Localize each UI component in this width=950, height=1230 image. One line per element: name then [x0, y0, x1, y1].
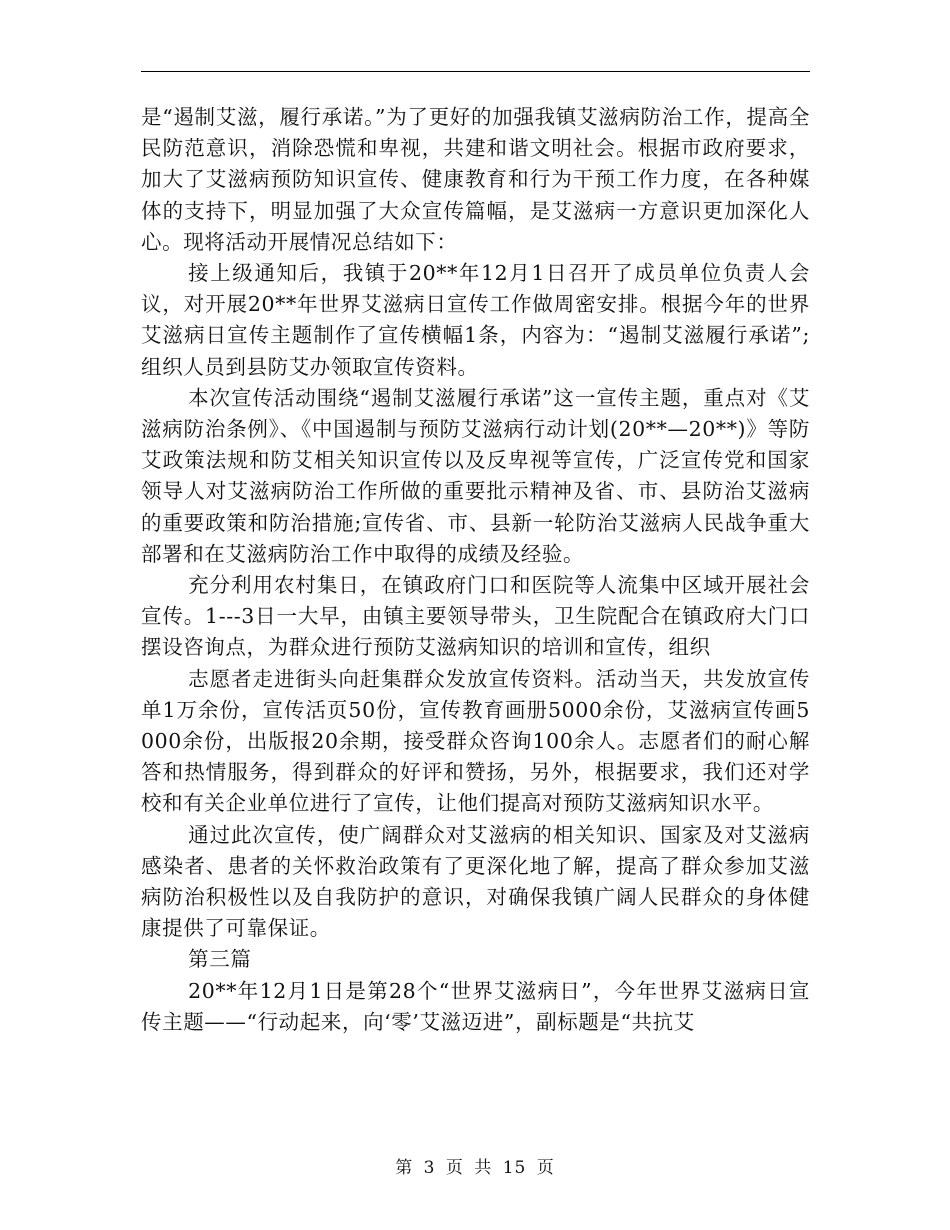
paragraph-volunteers: 志愿者走进街头向赶集群众发放宣传资料。活动当天，共发放宣传单1万余份，宣传活页50份，宣传教育画册5000余份，艾滋病宣传画5000余份，出版报20余期，接受群众咨询100余人。志愿者们的耐心解答和热情服务，得到群众的好评和赞扬，另外，根据要求，我们还对学校和有关企业单位进行了宣传，让他们提高对预防艾滋病知识水平。 — [141, 666, 810, 816]
paragraph-theme: 本次宣传活动围绕“遏制艾滋履行承诺”这一宣传主题，重点对《艾滋病防治条例》、《中国遏制与预防艾滋病行动计划(20**—20**)》等防艾政策法规和防艾相关知识宣传以及反卑视等宣传，广泛宣传党和国家领导人对艾滋病防治工作所做的重要批示精神及省、市、县防治艾滋病的重要政策和防治措施;宣传省、市、县新一轮防治艾滋病人民战争重大部署和在艾滋病防治工作中取得的成绩及经验。 — [141, 385, 810, 566]
paragraph-market-day: 充分利用农村集日，在镇政府门口和医院等人流集中区域开展社会宣传。1---3日一大早，由镇主要领导带头，卫生院配合在镇政府大门口摆设咨询点，为群众进行预防艾滋病知识的培训和宣传，组织 — [141, 573, 810, 660]
paragraph-intro: 是“遏制艾滋，履行承诺。”为了更好的加强我镇艾滋病防治工作，提高全民防范意识，消除恐慌和卑视，共建和谐文明社会。根据市政府要求，加大了艾滋病预防知识宣传、健康教育和行为干预工作力度，在各种媒体的支持下，明显加强了大众宣传篇幅，是艾滋病一方意识更加深化人心。现将活动开展情况总结如下： — [141, 105, 810, 254]
paragraph-meeting: 接上级通知后，我镇于20**年12月1日召开了成员单位负责人会议，对开展20**年世界艾滋病日宣传工作做周密安排。根据今年的世界艾滋病日宣传主题制作了宣传横幅1条，内容为：“遏制艾滋履行承诺”;组织人员到县防艾办领取宣传资料。 — [141, 261, 810, 379]
page-footer: 第 3 页 共 15 页 — [395, 1158, 555, 1178]
header-rule — [141, 71, 810, 72]
document-body — [141, 102, 810, 1038]
section-heading: 第三篇 — [188, 947, 252, 972]
paragraph-outcome: 通过此次宣传，使广阔群众对艾滋病的相关知识、国家及对艾滋病感染者、患者的关怀救治政策有了更深化地了解，提高了群众参加艾滋病防治积极性以及自我防护的意识，对确保我镇广阔人民群众的身体健康提供了可靠保证。 — [141, 822, 810, 941]
paragraph-world-aids-day: 20**年12月1日是第28个“世界艾滋病日”，今年世界艾滋病日宣传主题——“行动起来，向‘零’艾滋迈进”，副标题是“共抗艾 — [141, 978, 810, 1034]
